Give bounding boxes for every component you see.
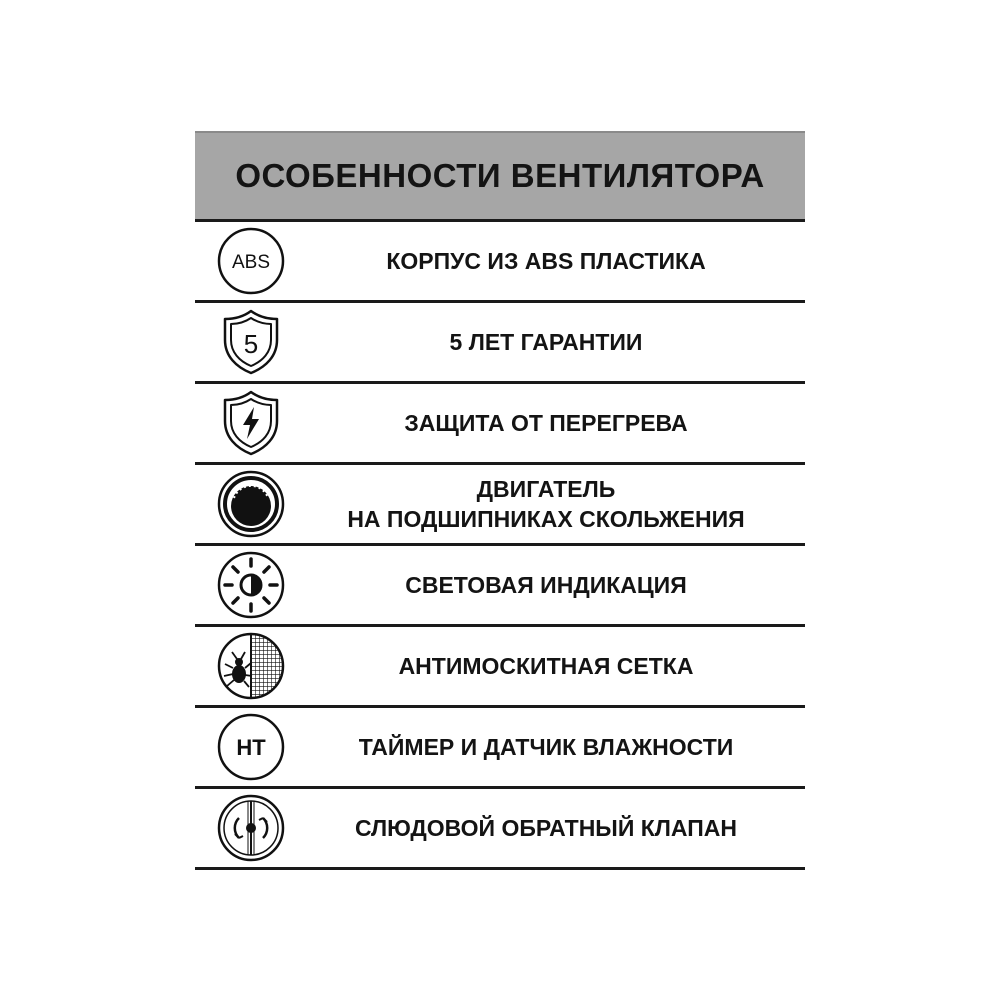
page-title: ОСОБЕННОСТИ ВЕНТИЛЯТОРА <box>235 157 765 194</box>
feature-label: СВЕТОВАЯ ИНДИКАЦИЯ <box>405 572 687 598</box>
warranty-icon-text: 5 <box>243 329 259 359</box>
feature-row-abs <box>195 222 805 303</box>
feature-label: ЗАЩИТА ОТ ПЕРЕГРЕВА <box>404 410 688 436</box>
feature-row-overheat <box>195 384 805 465</box>
feature-label-line1: ДВИГАТЕЛЬ <box>476 476 616 502</box>
ht-icon-text: HT <box>236 735 266 760</box>
feature-row-check-valve <box>195 789 805 870</box>
bearing-icon <box>215 468 287 540</box>
mosquito-net-icon <box>215 630 287 702</box>
features-list <box>195 219 805 870</box>
shield-lightning-icon <box>215 387 287 459</box>
features-card <box>195 131 805 870</box>
feature-label: СЛЮДОВОЙ ОБРАТНЫЙ КЛАПАН <box>355 815 737 841</box>
feature-row-bearing <box>195 465 805 546</box>
feature-row-timer-humidity <box>195 708 805 789</box>
feature-label: АНТИМОСКИТНАЯ СЕТКА <box>398 653 694 679</box>
ht-circle-icon <box>215 711 287 783</box>
feature-label: ТАЙМЕР И ДАТЧИК ВЛАЖНОСТИ <box>358 734 734 760</box>
feature-label: КОРПУС ИЗ ABS ПЛАСТИКА <box>386 248 706 274</box>
feature-row-light <box>195 546 805 627</box>
feature-row-warranty <box>195 303 805 384</box>
abs-circle-icon <box>215 225 287 297</box>
check-valve-icon <box>215 792 287 864</box>
shield-five-icon <box>215 306 287 378</box>
feature-row-mosquito-net <box>195 627 805 708</box>
feature-label-line2: НА ПОДШИПНИКАХ СКОЛЬЖЕНИЯ <box>347 506 745 532</box>
abs-icon-text: ABS <box>231 252 271 273</box>
feature-label: 5 ЛЕТ ГАРАНТИИ <box>449 329 643 355</box>
features-header <box>195 131 805 219</box>
light-indicator-icon <box>215 549 287 621</box>
